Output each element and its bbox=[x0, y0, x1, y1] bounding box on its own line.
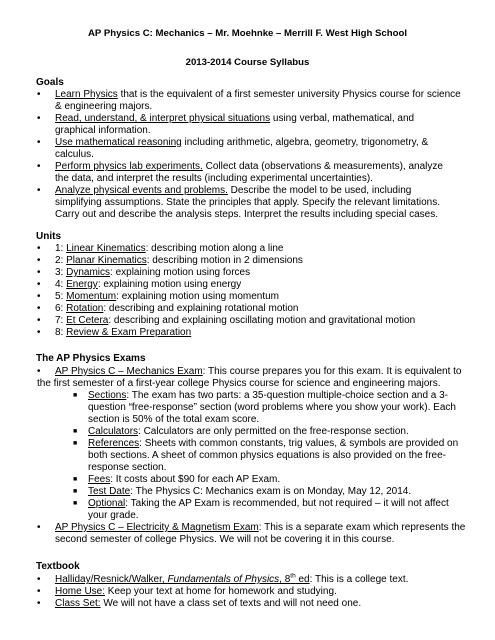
bullet-icon: • bbox=[37, 161, 41, 172]
square-bullet-icon: ■ bbox=[73, 428, 78, 435]
exam-sub-item: Optional: Taking the AP Exam is recommended, but not required – it will not affect your grade. bbox=[88, 498, 449, 522]
bullet-icon: • bbox=[37, 303, 41, 314]
bullet-icon: • bbox=[37, 113, 41, 124]
textbook-link[interactable]: Halliday/Resnick/Walker, Fundamentals of Physics, 8th ed bbox=[55, 572, 310, 585]
square-bullet-icon: ■ bbox=[73, 476, 78, 483]
bullet-icon: • bbox=[37, 267, 41, 278]
goal-link[interactable]: Analyze physical events and problems. bbox=[55, 185, 228, 196]
sub-link[interactable]: References bbox=[88, 438, 140, 449]
goal-link[interactable]: Learn Physics bbox=[55, 89, 118, 100]
square-bullet-icon: ■ bbox=[73, 500, 78, 507]
unit-link[interactable]: Linear Kinematics bbox=[66, 243, 146, 254]
bullet-icon: • bbox=[37, 137, 41, 148]
bullet-icon: • bbox=[37, 255, 41, 266]
goal-item: Analyze physical events and problems. Describe the model to be used, including simplifying assumptions. State the principles that apply. Specify the relevant limitations. Carry out and describe the analysis steps. Interpret the results including special cases. bbox=[55, 185, 440, 221]
bullet-icon: • bbox=[37, 574, 41, 585]
bullet-icon: • bbox=[37, 598, 41, 609]
square-bullet-icon: ■ bbox=[73, 392, 78, 399]
unit-item: 4: Energy: explaining motion using energy bbox=[55, 279, 242, 290]
goal-item: Learn Physics that is the equivalent of a first semester university Physics course for science & engineering majors. bbox=[55, 89, 461, 113]
unit-link[interactable]: Et Cetera bbox=[66, 315, 109, 326]
goal-item: Use mathematical reasoning including arithmetic, algebra, geometry, trigonometry, & calculus. bbox=[55, 137, 429, 161]
bullet-icon: • bbox=[37, 586, 41, 597]
unit-link[interactable]: Review & Exam Preparation bbox=[66, 327, 192, 338]
goals-heading: Goals bbox=[36, 77, 64, 88]
square-bullet-icon: ■ bbox=[73, 488, 78, 495]
unit-link[interactable]: Energy bbox=[66, 279, 98, 290]
unit-item: 2: Planar Kinematics: describing motion in 2 dimensions bbox=[55, 255, 303, 266]
class-set-link[interactable]: Class Set: bbox=[55, 598, 101, 609]
exam-sub-item: Fees: It costs about $90 for each AP Exam. bbox=[88, 474, 281, 485]
bullet-icon: • bbox=[37, 291, 41, 302]
unit-item: 3: Dynamics: explaining motion using forces bbox=[55, 267, 251, 278]
goal-link[interactable]: Use mathematical reasoning bbox=[55, 137, 182, 148]
em-exam-link[interactable]: AP Physics C – Electricity & Magnetism Exam bbox=[55, 522, 259, 533]
goal-item: Perform physics lab experiments. Collect data (observations & measurements), analyze the data, and interpret the results (including experimental uncertainties). bbox=[55, 161, 443, 185]
exam-item-mechanics: AP Physics C – Mechanics Exam: This course prepares you for this exam. It is equivalent to bbox=[55, 366, 462, 377]
home-use-link[interactable]: Home Use: bbox=[55, 586, 106, 597]
sub-link[interactable]: Optional bbox=[88, 498, 126, 509]
goal-item: Read, understand, & interpret physical situations using verbal, mathematical, and graphical information. bbox=[55, 113, 415, 137]
textbook-item: Halliday/Resnick/Walker, Fundamentals of Physics, 8th ed: This is a college text. bbox=[55, 572, 409, 585]
textbook-heading: Textbook bbox=[36, 561, 80, 572]
sub-link[interactable]: Sections bbox=[88, 390, 127, 401]
square-bullet-icon: ■ bbox=[73, 440, 78, 447]
exam-item-em: AP Physics C – Electricity & Magnetism Exam: This is a separate exam which represents the bbox=[55, 522, 466, 533]
exam-sub-item: Sections: The exam has two parts: a 35-question multiple-choice section and a 3- question “free-response” section (word problems where you show your work). Each section is 50% of the total exam score. bbox=[88, 390, 456, 426]
bullet-icon: • bbox=[37, 366, 41, 377]
textbook-item: Home Use: Keep your text at home for homework and studying. bbox=[55, 586, 337, 597]
sub-link[interactable]: Calculators bbox=[88, 426, 139, 437]
bullet-icon: • bbox=[37, 327, 41, 338]
unit-link[interactable]: Rotation bbox=[66, 303, 104, 314]
unit-item: 6: Rotation: describing and explaining rotational motion bbox=[55, 303, 299, 314]
exams-heading: The AP Physics Exams bbox=[36, 353, 146, 364]
goal-link[interactable]: Perform physics lab experiments. bbox=[55, 161, 203, 172]
bullet-icon: • bbox=[37, 89, 41, 100]
document-subtitle: 2013-2014 Course Syllabus bbox=[185, 57, 310, 68]
unit-link[interactable]: Planar Kinematics bbox=[66, 255, 147, 266]
exam-item-mechanics-cont: the first semester of a first-year college Physics course for science and engineering majors. bbox=[37, 378, 441, 389]
unit-item: 5: Momentum: explaining motion using momentum bbox=[55, 291, 280, 302]
mechanics-exam-link[interactable]: AP Physics C – Mechanics Exam bbox=[55, 366, 203, 377]
bullet-icon: • bbox=[37, 315, 41, 326]
exam-sub-item: Test Date: The Physics C: Mechanics exam is on Monday, May 12, 2014. bbox=[88, 486, 412, 497]
unit-item: 1: Linear Kinematics: describing motion along a line bbox=[55, 243, 284, 254]
units-heading: Units bbox=[36, 231, 61, 242]
sub-link[interactable]: Fees bbox=[88, 474, 111, 485]
sub-link[interactable]: Test Date bbox=[88, 486, 131, 497]
goal-link[interactable]: Read, understand, & interpret physical situations bbox=[55, 113, 271, 124]
unit-item: 7: Et Cetera: describing and explaining oscillating motion and gravitational motion bbox=[55, 315, 416, 326]
bullet-icon: • bbox=[37, 185, 41, 196]
bullet-icon: • bbox=[37, 279, 41, 290]
exam-item-em-cont: second semester of college Physics. We will not be covering it in this course. bbox=[55, 534, 395, 545]
bullet-icon: • bbox=[37, 243, 41, 254]
unit-link[interactable]: Dynamics bbox=[66, 267, 111, 278]
unit-link[interactable]: Momentum bbox=[66, 291, 117, 302]
unit-item: 8: Review & Exam Preparation bbox=[55, 327, 192, 338]
bullet-icon: • bbox=[37, 522, 41, 533]
document-title: AP Physics C: Mechanics – Mr. Moehnke – Merrill F. West High School bbox=[88, 28, 407, 39]
textbook-item: Class Set: We will not have a class set of texts and will not need one. bbox=[55, 598, 362, 609]
exam-sub-item: Calculators: Calculators are only permitted on the free-response section. bbox=[88, 426, 409, 437]
exam-sub-item: References: Sheets with common constants, trig values, & symbols are provided on both sections. A sheet of common physics equations is also provided on the free- response section. bbox=[88, 438, 459, 474]
